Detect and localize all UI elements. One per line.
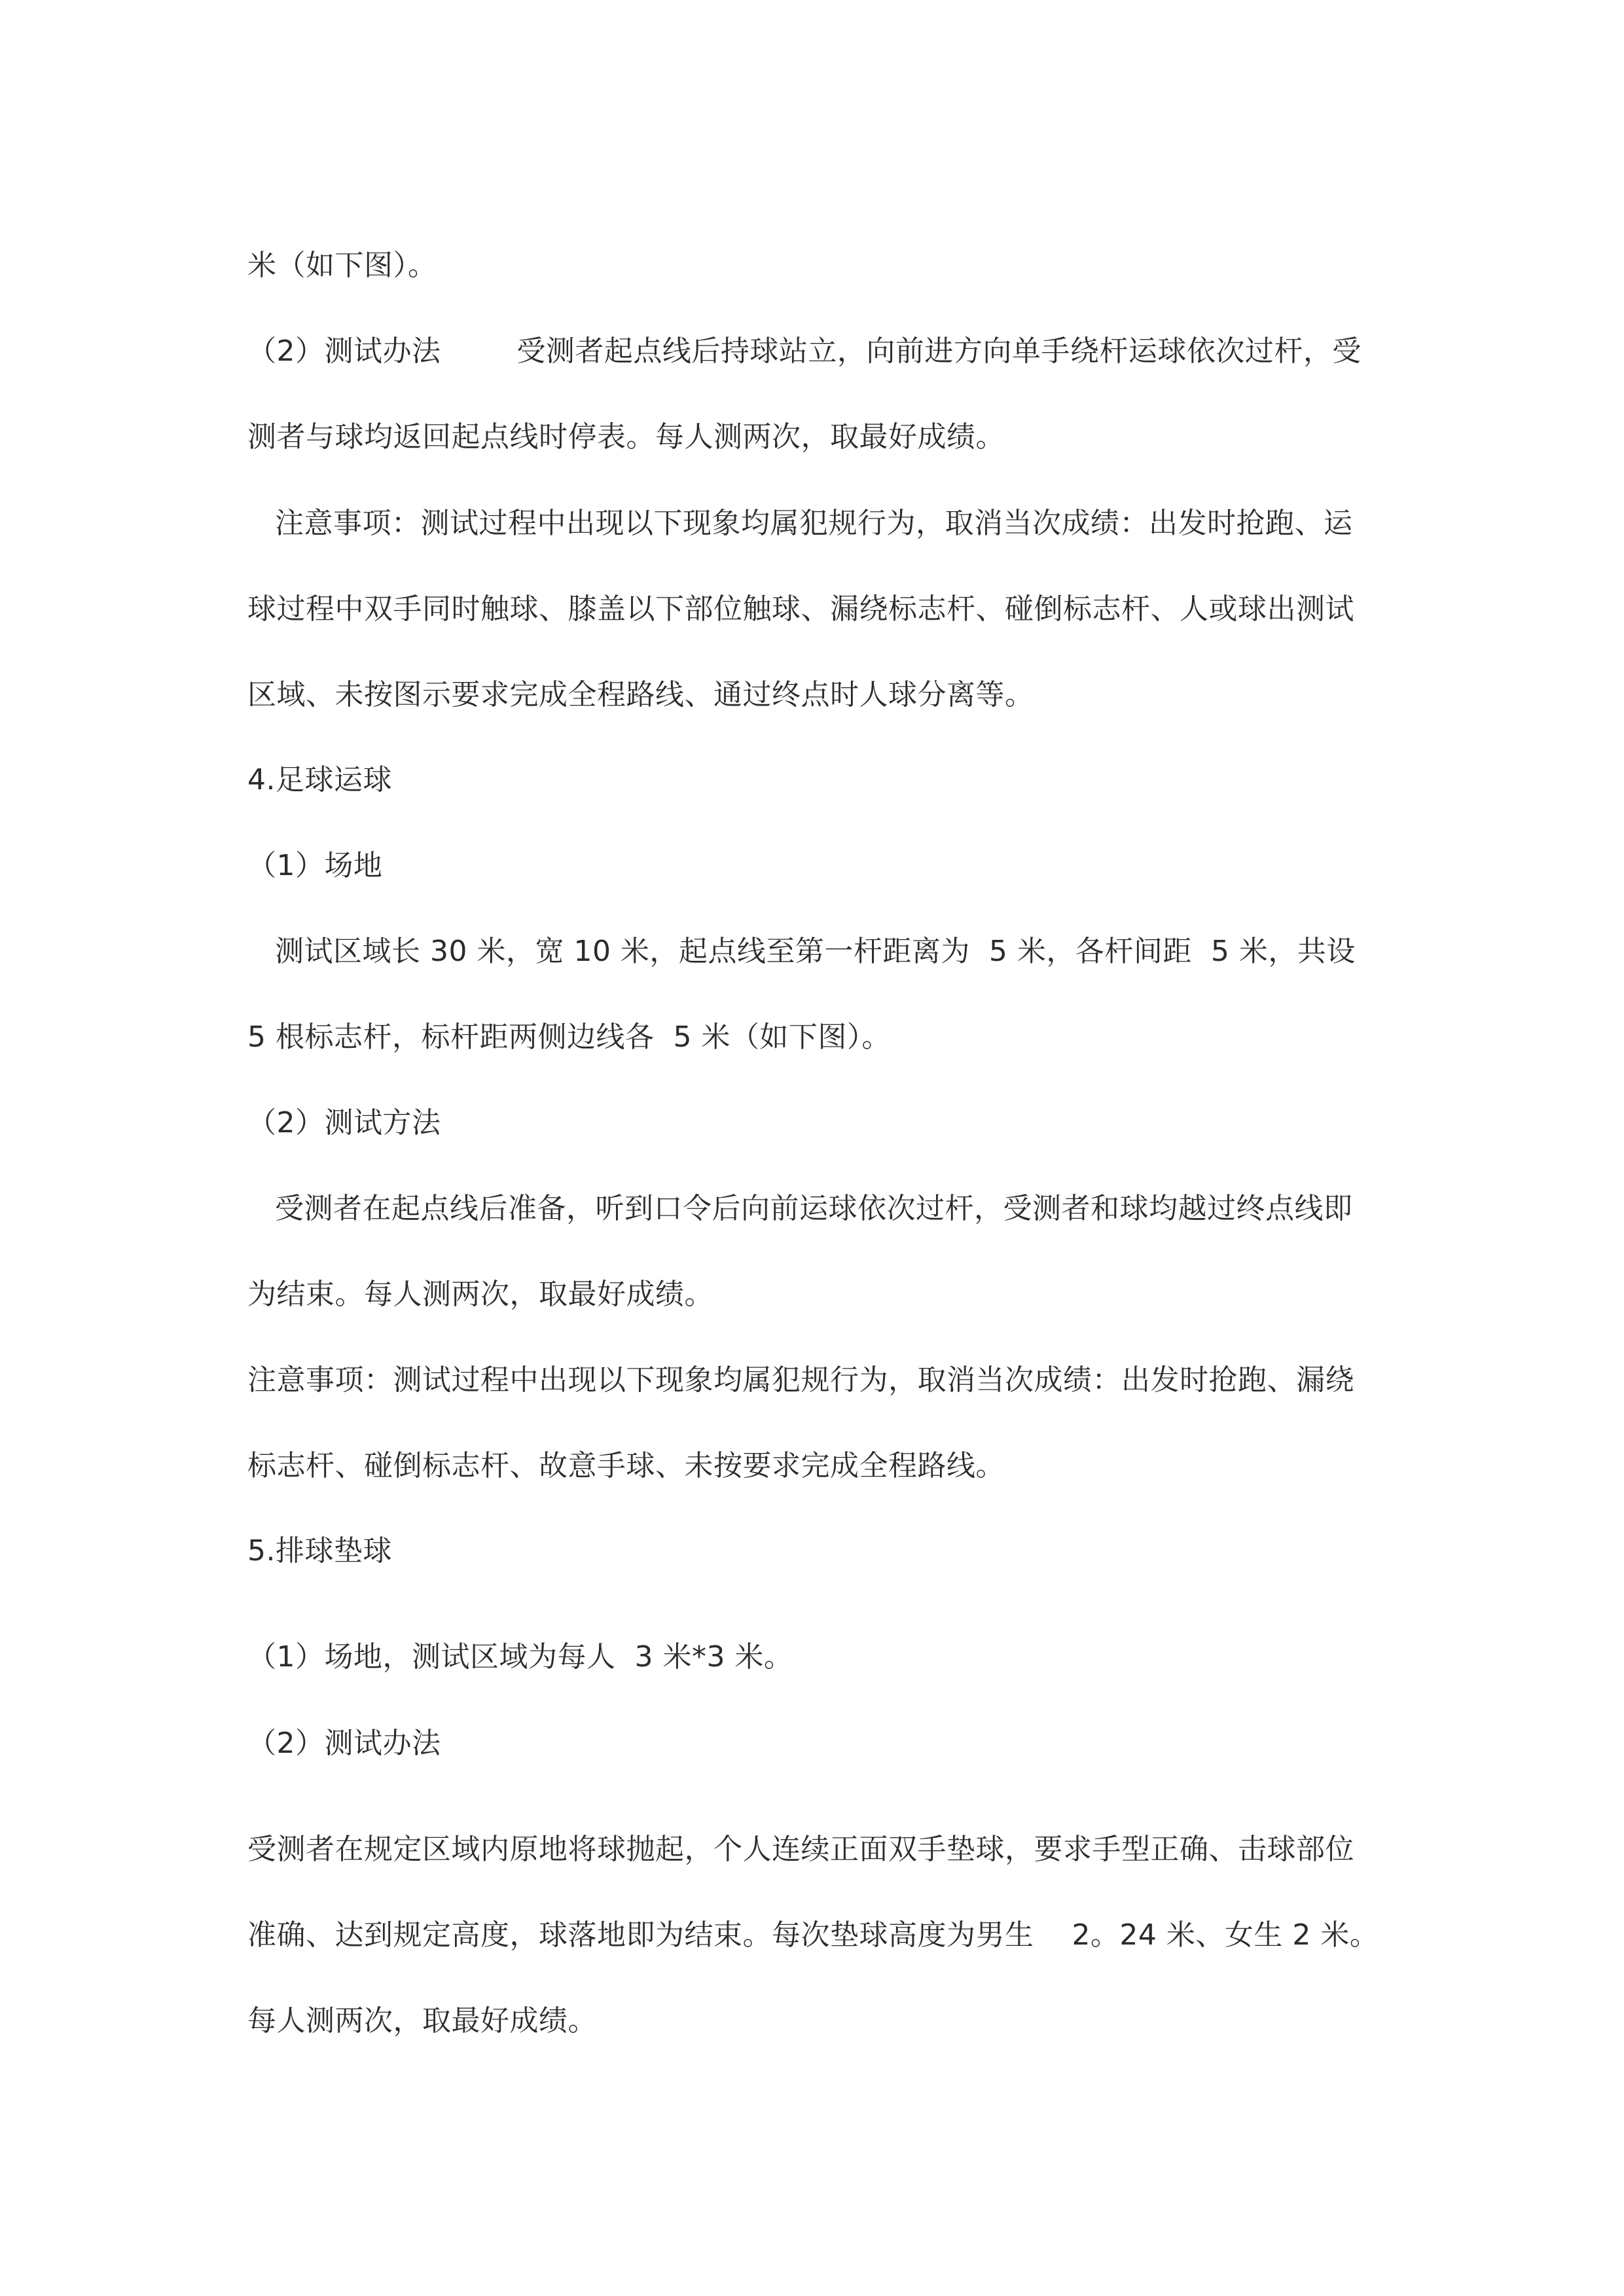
paragraph-line: 注意事项：测试过程中出现以下现象均属犯规行为，取消当次成绩：出发时抢跑、运 [275, 507, 1353, 540]
subsection-heading: （1）场地 [247, 849, 383, 882]
paragraph-line: 区域、未按图示要求完成全程路线、通过终点时人球分离等。 [247, 678, 1034, 711]
paragraph-line: 受测者在规定区域内原地将球抛起，个人连续正面双手垫球，要求手型正确、击球部位 [247, 1833, 1354, 1866]
paragraph-line: 测者与球均返回起点线时停表。每人测两次，取最好成绩。 [247, 420, 1005, 454]
section-heading: 4.足球运球 [247, 763, 392, 797]
paragraph-line: 注意事项：测试过程中出现以下现象均属犯规行为，取消当次成绩：出发时抢跑、漏绕 [247, 1363, 1354, 1397]
paragraph-line: 标志杆、碰倒标志杆、故意手球、未按要求完成全程路线。 [247, 1449, 1005, 1482]
paragraph-line: 米（如下图）。 [247, 249, 437, 282]
paragraph-line: （1）场地，测试区域为每人 3 米*3 米。 [247, 1640, 793, 1674]
paragraph-line: 5 根标志杆，标杆距两侧边线各 5 米（如下图）。 [247, 1020, 891, 1054]
paragraph-line: 测试区域长 30 米，宽 10 米，起点线至第一杆距离为 5 米，各杆间距 5 米，共设 [275, 935, 1356, 968]
section-heading: 5.排球垫球 [247, 1534, 392, 1568]
paragraph-line: 球过程中双手同时触球、膝盖以下部位触球、漏绕标志杆、碰倒标志杆、人或球出测试 [247, 592, 1354, 626]
subsection-heading: （2）测试办法 [247, 1727, 441, 1760]
subsection-heading: （2）测试方法 [247, 1106, 441, 1139]
paragraph-line: 受测者在起点线后准备，听到口令后向前运球依次过杆，受测者和球均越过终点线即 [275, 1192, 1353, 1225]
paragraph-line: 准确、达到规定高度，球落地即为结束。每次垫球高度为男生 2。24 米、女生 2 米。 [247, 1918, 1379, 1952]
paragraph-line: （2）测试办法 受测者起点线后持球站立，向前进方向单手绕杆运球依次过杆，受 [247, 334, 1362, 368]
paragraph-line: 每人测两次，取最好成绩。 [247, 2004, 597, 2037]
paragraph-line: 为结束。每人测两次，取最好成绩。 [247, 1278, 713, 1311]
